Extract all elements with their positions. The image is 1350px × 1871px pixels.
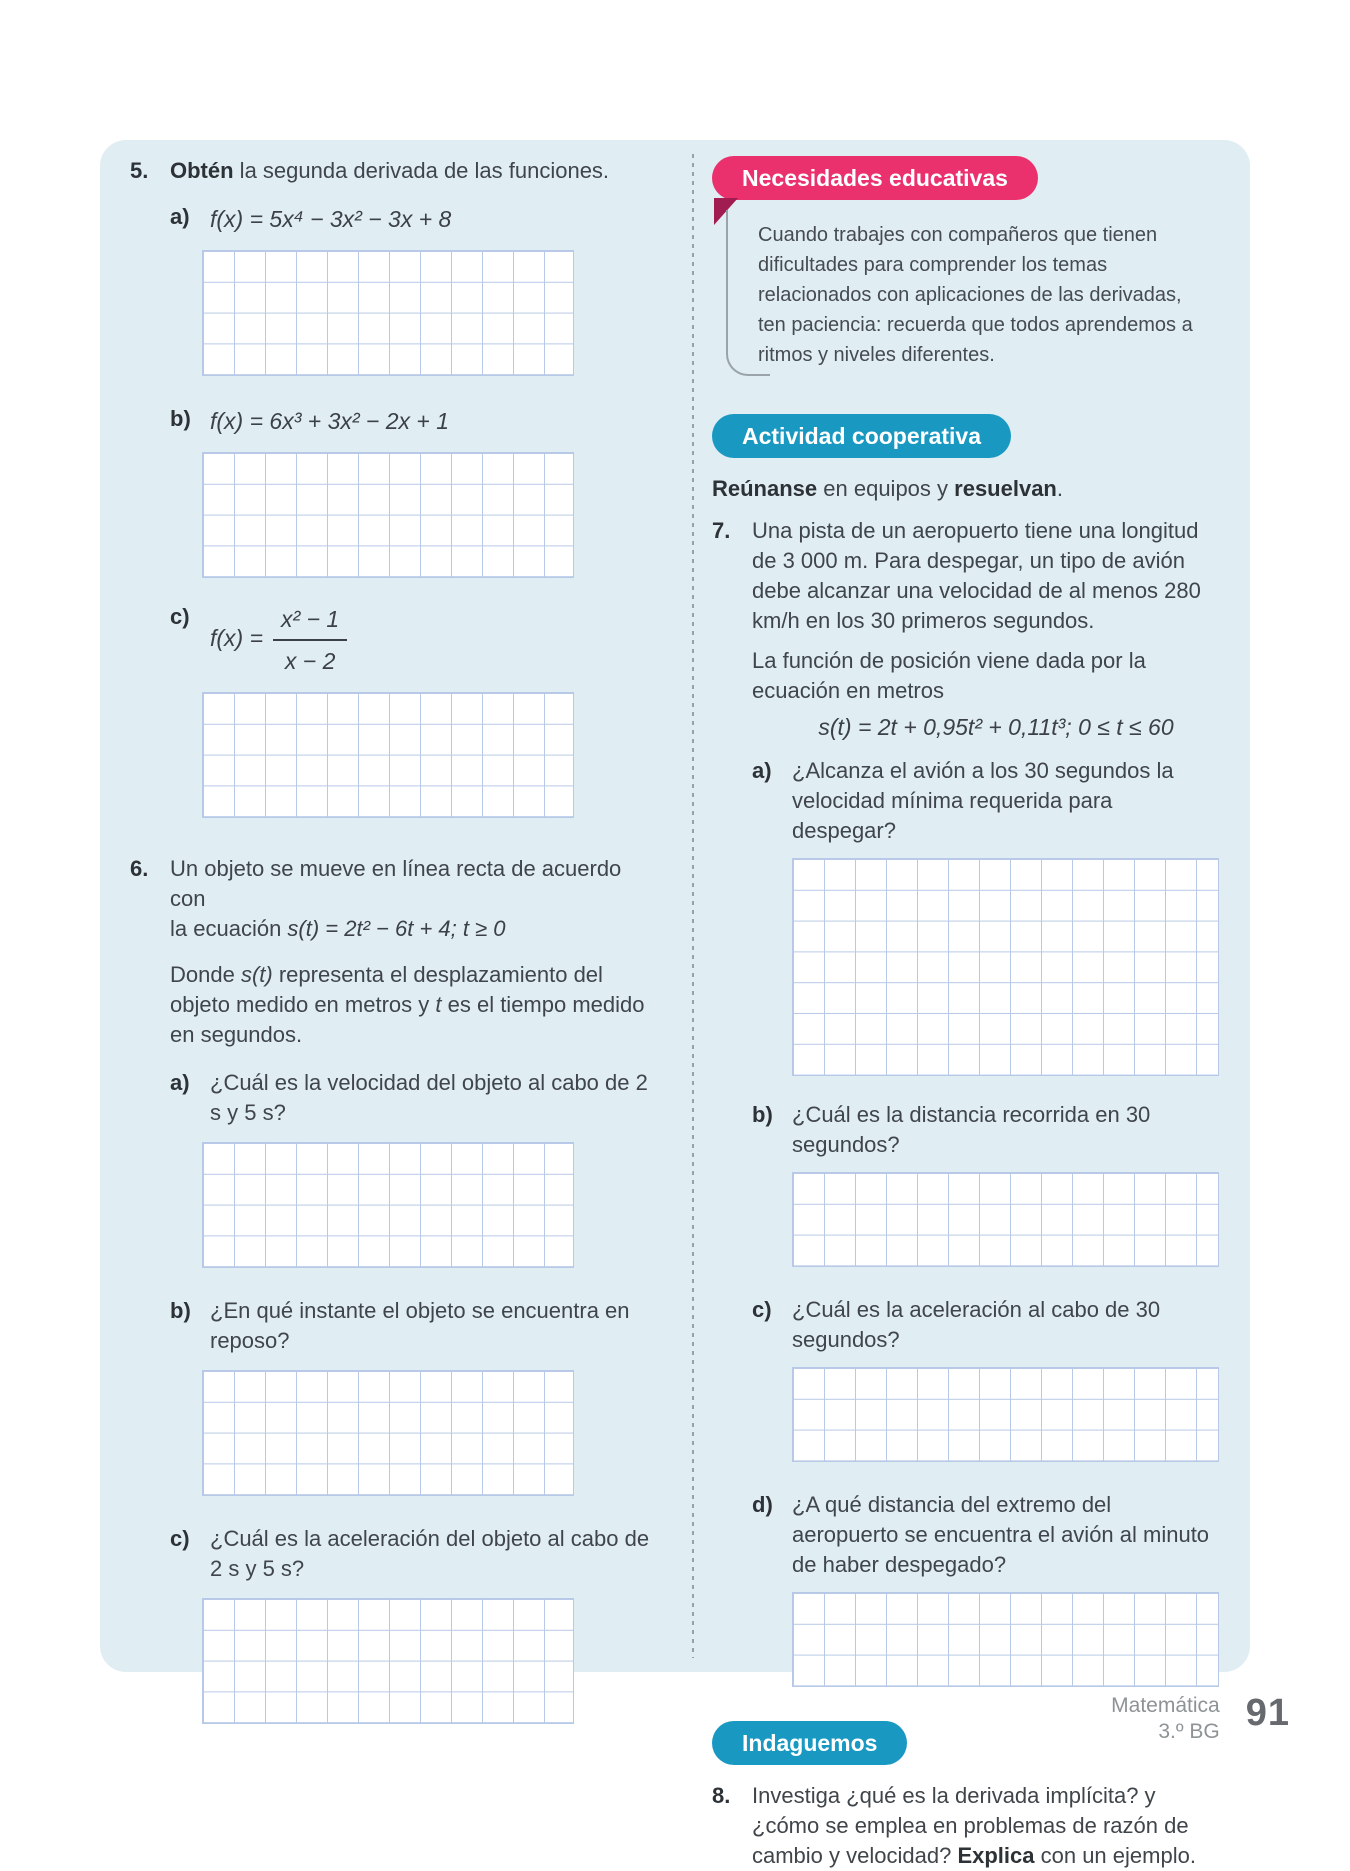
speech-bubble bbox=[718, 218, 1220, 380]
text-part: Investiga ¿qué es la derivada implícita? y ¿cómo se emplea en problemas de razón de cambio y velocidad? bbox=[752, 1783, 1189, 1868]
exercise-5a bbox=[130, 202, 662, 848]
item-6b bbox=[170, 1296, 662, 1496]
coop-badge-row bbox=[712, 414, 1220, 458]
badge-label: Necesidades educativas bbox=[742, 165, 1008, 191]
item-label: a) bbox=[170, 1070, 190, 1095]
text-part: Donde bbox=[170, 962, 241, 987]
exercise-8-statement bbox=[752, 1781, 1220, 1871]
math-symbol: t bbox=[435, 992, 442, 1017]
exercise-5 bbox=[130, 156, 662, 186]
item-6c bbox=[170, 1524, 662, 1724]
item-label: a) bbox=[170, 204, 190, 229]
answer-grid bbox=[202, 452, 574, 578]
answer-grid bbox=[202, 1598, 574, 1724]
item-label: c) bbox=[170, 604, 190, 629]
question-6a: ¿Cuál es la velocidad del objeto al cabo de 2 s y 5 s? bbox=[210, 1070, 648, 1125]
answer-grid bbox=[792, 1172, 1219, 1267]
item-5b bbox=[170, 404, 662, 578]
exercise-number: 7. bbox=[712, 518, 731, 543]
text-part: con un ejemplo. bbox=[1034, 1843, 1196, 1868]
special-needs-badge bbox=[712, 156, 1038, 200]
left-column bbox=[130, 156, 662, 1724]
math-symbol: s(t) bbox=[240, 962, 273, 987]
footer-subject bbox=[1111, 1693, 1220, 1745]
text-part: es el tiempo medido en segundos. bbox=[170, 992, 645, 1047]
item-label: c) bbox=[752, 1297, 772, 1322]
item-label: a) bbox=[752, 758, 772, 783]
answer-grid bbox=[792, 1367, 1219, 1462]
formula-5a: f(x) = 5x⁴ − 3x² − 3x + 8 bbox=[210, 206, 452, 232]
answer-grid bbox=[202, 250, 574, 376]
item-label: d) bbox=[752, 1492, 773, 1517]
page-footer bbox=[860, 1693, 1290, 1745]
answer-grid bbox=[202, 1142, 574, 1268]
question-7b: ¿Cuál es la distancia recorrida en 30 segundos? bbox=[792, 1102, 1151, 1157]
column-divider bbox=[692, 154, 694, 1658]
question-7a: ¿Alcanza el avión a los 30 segundos la velocidad mínima requerida para despegar? bbox=[792, 758, 1174, 843]
exercise-number: 5. bbox=[130, 158, 149, 183]
item-7b bbox=[752, 1100, 1220, 1267]
exercise-7-statement: Una pista de un aeropuerto tiene una longitud de 3 000 m. Para despegar, un tipo de avión debe alcanzar una velocidad de al menos 280 km/h en los 30 primeros segundos. bbox=[752, 518, 1201, 633]
item-7a bbox=[752, 756, 1220, 1076]
page-number: 91 bbox=[1245, 1692, 1290, 1734]
equation-7: s(t) = 2t + 0,95t² + 0,11t³; 0 ≤ t ≤ 60 bbox=[818, 714, 1174, 740]
exercise-8 bbox=[712, 1781, 1220, 1871]
question-7c: ¿Cuál es la aceleración al cabo de 30 segundos? bbox=[792, 1297, 1161, 1352]
exercise-number: 6. bbox=[130, 856, 149, 881]
text-part: representa el desplazamiento del objeto medido en metros y bbox=[170, 962, 603, 1017]
question-7d: ¿A qué distancia del extremo del aeropuerto se encuentra el avión al minuto de haber despegado? bbox=[792, 1492, 1210, 1577]
footer-subject-name: Matemática bbox=[1111, 1694, 1220, 1717]
answer-grid bbox=[792, 858, 1219, 1076]
item-label: b) bbox=[170, 1298, 191, 1323]
item-7d bbox=[752, 1490, 1220, 1687]
equation-6: s(t) = 2t² − 6t + 4; t ≥ 0 bbox=[287, 916, 506, 941]
statement-line-2 bbox=[170, 914, 662, 944]
exercise-5-text: la segunda derivada de las funciones. bbox=[233, 158, 610, 183]
badge-label: Indaguemos bbox=[742, 1730, 878, 1756]
exercise-7 bbox=[712, 516, 1220, 1717]
question-6c: ¿Cuál es la aceleración del objeto al cabo de 2 s y 5 s? bbox=[210, 1526, 650, 1581]
cooperative-activity-badge bbox=[712, 414, 1011, 458]
fraction-prefix: f(x) = bbox=[210, 625, 264, 652]
item-5a bbox=[170, 202, 662, 376]
fraction-numerator: x² − 1 bbox=[273, 602, 347, 641]
text-part: resuelvan bbox=[954, 476, 1057, 501]
badge-label: Actividad cooperativa bbox=[742, 423, 982, 449]
footer-grade: 3.º BG bbox=[1158, 1720, 1220, 1743]
exercise-5-keyword: Obtén bbox=[170, 158, 234, 183]
item-5c bbox=[170, 602, 662, 818]
answer-grid bbox=[202, 1370, 574, 1496]
item-6a bbox=[170, 1068, 662, 1268]
speech-bubble-text: Cuando trabajes con compañeros que tienen dificultades para comprender los temas relacionados con aplicaciones de las derivadas, ten paciencia: recuerda que todos aprendemos a ritmos y niveles diferentes. bbox=[758, 224, 1193, 366]
exercise-6 bbox=[130, 854, 662, 1724]
needs-badge-row bbox=[712, 156, 1220, 200]
exercise-6-description bbox=[170, 960, 662, 1050]
exercise-6-statement bbox=[170, 854, 662, 944]
text-part: Reúnanse bbox=[712, 476, 818, 501]
spacer bbox=[130, 202, 170, 848]
formula-5c bbox=[210, 602, 662, 678]
answer-grid bbox=[202, 692, 574, 818]
item-label: b) bbox=[170, 406, 191, 431]
exercise-5-statement bbox=[170, 156, 662, 186]
right-column bbox=[712, 156, 1220, 1871]
cooperative-instruction bbox=[712, 474, 1220, 504]
item-label: c) bbox=[170, 1526, 190, 1551]
exercise-number: 8. bbox=[712, 1783, 731, 1808]
text-part: . bbox=[1056, 476, 1063, 501]
exercise-7-statement-2: La función de posición viene dada por la ecuación en metros bbox=[752, 648, 1146, 703]
text-part: en equipos y bbox=[817, 476, 955, 501]
fraction bbox=[273, 602, 347, 678]
statement-line-1: Un objeto se mueve en línea recta de acuerdo con bbox=[170, 856, 622, 911]
formula-5b: f(x) = 6x³ + 3x² − 2x + 1 bbox=[210, 408, 450, 434]
item-7c bbox=[752, 1295, 1220, 1462]
item-label: b) bbox=[752, 1102, 773, 1127]
fraction-denominator: x − 2 bbox=[284, 648, 336, 674]
statement-label: la ecuación bbox=[170, 916, 288, 941]
exercise-8-keyword: Explica bbox=[957, 1843, 1035, 1868]
speech-bubble-tail bbox=[726, 210, 770, 376]
answer-grid bbox=[792, 1592, 1219, 1687]
question-6b: ¿En qué instante el objeto se encuentra en reposo? bbox=[210, 1298, 630, 1353]
